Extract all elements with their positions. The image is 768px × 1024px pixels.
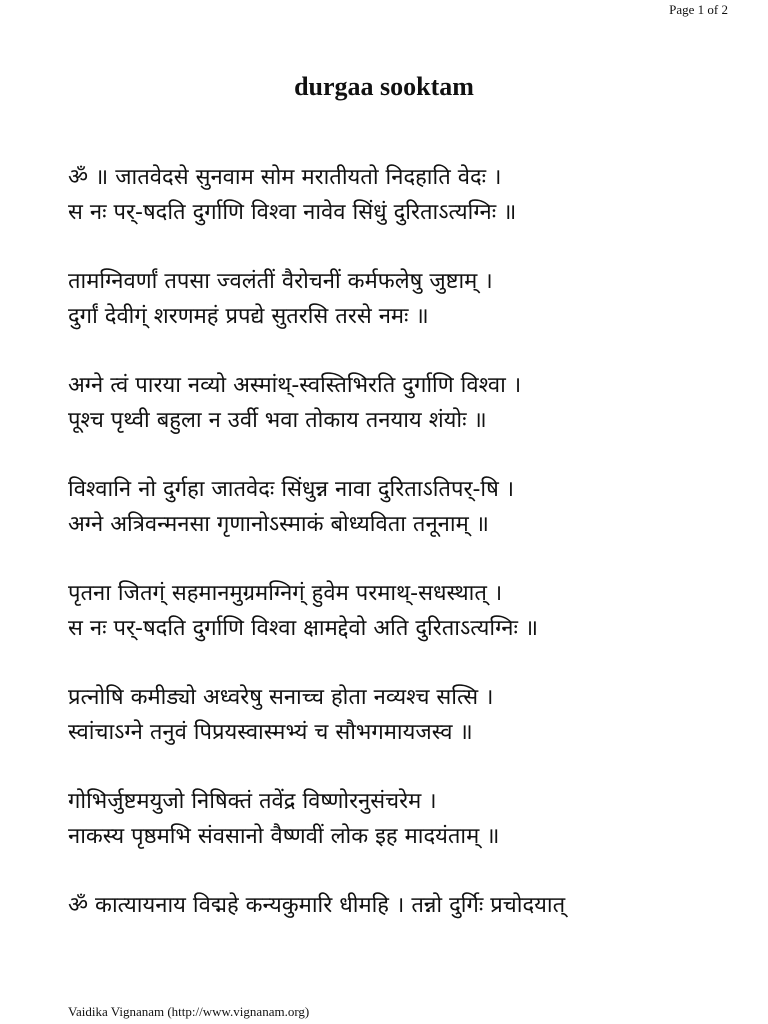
stanza-2 bbox=[68, 264, 748, 334]
footer-credit: Vaidika Vignanam (http://www.vignanam.org) bbox=[68, 1004, 310, 1019]
stanza-7 bbox=[68, 784, 748, 854]
verse-body bbox=[68, 160, 748, 957]
stanza-4 bbox=[68, 472, 748, 542]
verse-line: अग्ने त्वं पारया नव्यो अस्मांथ्-स्वस्तिभिरति दुर्गाणि विश्वा । bbox=[68, 373, 522, 398]
stanza-3 bbox=[68, 368, 748, 438]
stanza-6 bbox=[68, 680, 748, 750]
stanza-1 bbox=[68, 160, 748, 230]
verse-line: दुर्गां देवीग्ं शरणमहं प्रपद्ये सुतरसि तरसे नमः ॥ bbox=[68, 304, 429, 329]
verse-line: विश्वानि नो दुर्गहा जातवेदः सिंधुन्न नावा दुरिताऽतिपर्-षि । bbox=[68, 477, 515, 502]
verse-line: स नः पर्-षदति दुर्गाणि विश्वा क्षामद्देवो अति दुरिताऽत्यग्निः ॥ bbox=[68, 616, 539, 641]
verse-line: ॐ कात्यायनाय विद्महे कन्यकुमारि धीमहि । तन्नो दुर्गिः प्रचोदयात् bbox=[68, 893, 566, 918]
verse-line: स नः पर्-षदति दुर्गाणि विश्वा नावेव सिंधुं दुरिताऽत्यग्निः ॥ bbox=[68, 200, 517, 225]
verse-line: स्वांचाऽग्ने तनुवं पिप्रयस्वास्मभ्यं च सौभगमायजस्व ॥ bbox=[68, 720, 473, 745]
verse-line: पूश्च पृथ्वी बहुला न उर्वी भवा तोकाय तनयाय शंयोः ॥ bbox=[68, 408, 487, 433]
verse-line: नाकस्य पृष्ठमभि संवसानो वैष्णवीं लोक इह मादयंताम् ॥ bbox=[68, 824, 500, 849]
stanza-8-closing-mantra bbox=[68, 888, 748, 923]
stanza-5 bbox=[68, 576, 748, 646]
verse-line: तामग्निवर्णां तपसा ज्वलंतीं वैरोचनीं कर्मफलेषु जुष्टाम् । bbox=[68, 269, 493, 294]
page-number: Page 1 of 2 bbox=[669, 2, 728, 17]
verse-line: प्रत्नोषि कमीड्यो अध्वरेषु सनाच्च होता नव्यश्च सत्सि । bbox=[68, 685, 494, 710]
verse-line: ॐ ॥ जातवेदसे सुनवाम सोम मरातीयतो निदहाति वेदः । bbox=[68, 165, 502, 190]
verse-line: अग्ने अत्रिवन्मनसा गृणानोऽस्माकं बोध्यविता तनूनाम् ॥ bbox=[68, 512, 489, 537]
verse-line: पृतना जितग्ं सहमानमुग्रमग्निग्ं हुवेम परमाथ्-सधस्थात् । bbox=[68, 581, 503, 606]
page-title: durgaa sooktam bbox=[294, 72, 474, 101]
verse-line: गोभिर्जुष्टमयुजो निषिक्तं तवेंद्र विष्णोरनुसंचरेम । bbox=[68, 789, 437, 814]
